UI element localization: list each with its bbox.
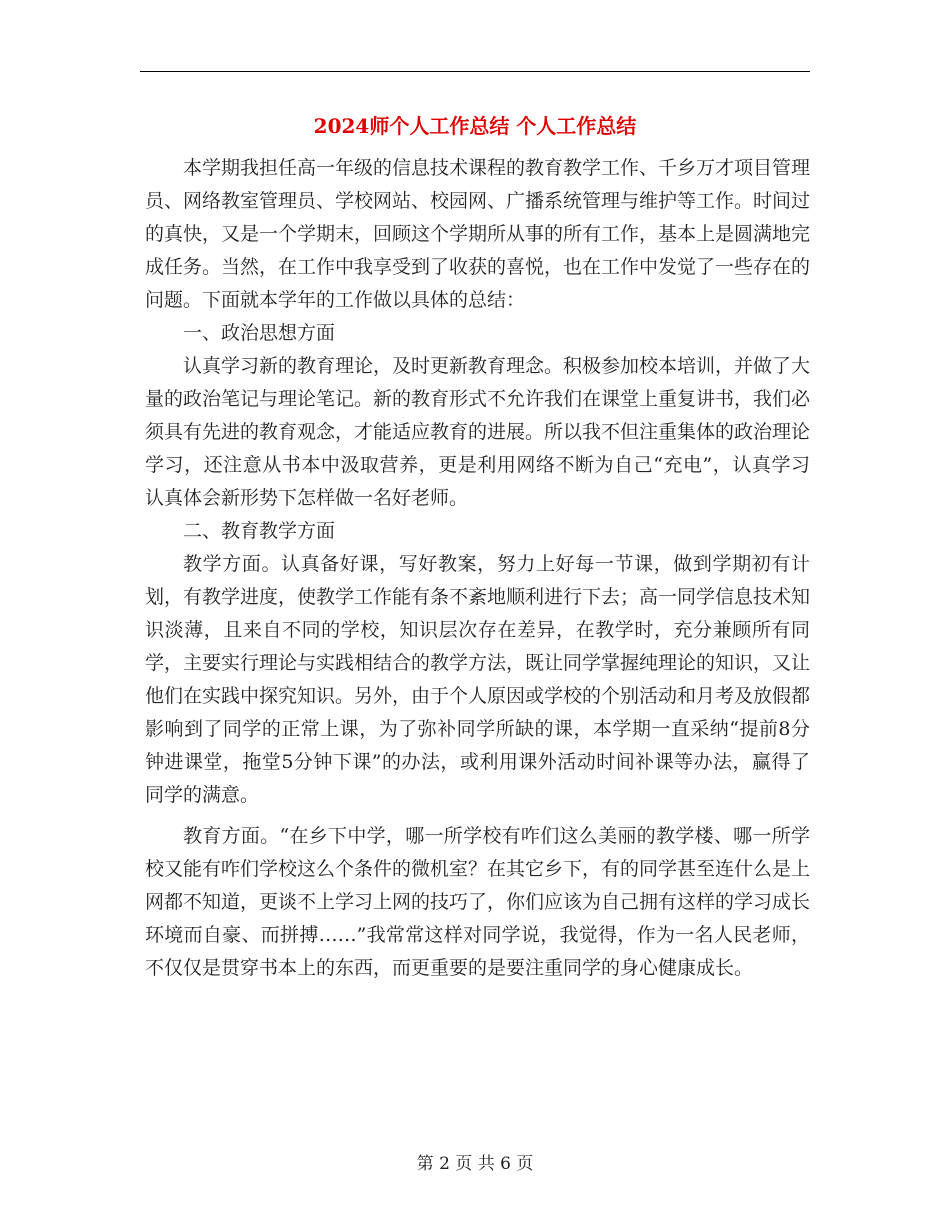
- paragraph-political: 认真学习新的教育理论，及时更新教育理念。积极参加校本培训，并做了大量的政治笔记与理论笔记。新的教育形式不允许我们在课堂上重复讲书，我们必须具有先进的教育观念，才能适应教育的进展。所以我不但注重集体的政治理论学习，还注意从书本中汲取营养，更是利用网络不断为自己“充电”，认真学习认真体会新形势下怎样做一名好老师。: [145, 355, 811, 509]
- paragraph-intro: 本学期我担任高一年级的信息技术课程的教育教学工作、千乡万才项目管理员、网络教室管理员、学校网站、校园网、广播系统管理与维护等工作。时间过的真快，又是一个学期末，回顾这个学期所从事的所有工作，基本上是圆满地完成任务。当然，在工作中我享受到了收获的喜悦，也在工作中发觉了一些存在的问题。下面就本学年的工作做以具体的总结：: [145, 157, 811, 311]
- page-number: 第 2 页 共 6 页: [416, 1154, 534, 1174]
- section-heading-teaching: 二、教育教学方面: [183, 520, 336, 542]
- document-title: 2024师个人工作总结 个人工作总结: [313, 114, 637, 138]
- header-rule: [140, 71, 810, 72]
- section-heading-political: 一、政治思想方面: [183, 322, 336, 344]
- paragraph-education: 教育方面。“在乡下中学，哪一所学校有咋们这么美丽的教学楼、哪一所学校又能有咋们学校这么个条件的微机室？在其它乡下，有的同学甚至连什么是上网都不知道，更谈不上学习上网的技巧了，你们应该为自己拥有这样的学习成长环境而自豪、而拼搏……”我常常这样对同学说，我觉得，作为一名人民老师，不仅仅是贯穿书本上的东西，而更重要的是要注重同学的身心健康成长。: [145, 825, 811, 979]
- paragraph-teaching: 教学方面。认真备好课，写好教案，努力上好每一节课，做到学期初有计划，有教学进度，使教学工作能有条不紊地顺利进行下去；高一同学信息技术知识淡薄，且来自不同的学校，知识层次存在差异，在教学时，充分兼顾所有同学，主要实行理论与实践相结合的教学方法，既让同学掌握纯理论的知识，又让他们在实践中探究知识。另外，由于个人原因或学校的个别活动和月考及放假都影响到了同学的正常上课，为了弥补同学所缺的课，本学期一直采纳“提前8分钟进课堂，拖堂5分钟下课”的办法，或利用课外活动时间补课等办法，赢得了同学的满意。: [145, 553, 811, 806]
- page-footer: [0, 1152, 950, 1176]
- document-body: [145, 152, 810, 985]
